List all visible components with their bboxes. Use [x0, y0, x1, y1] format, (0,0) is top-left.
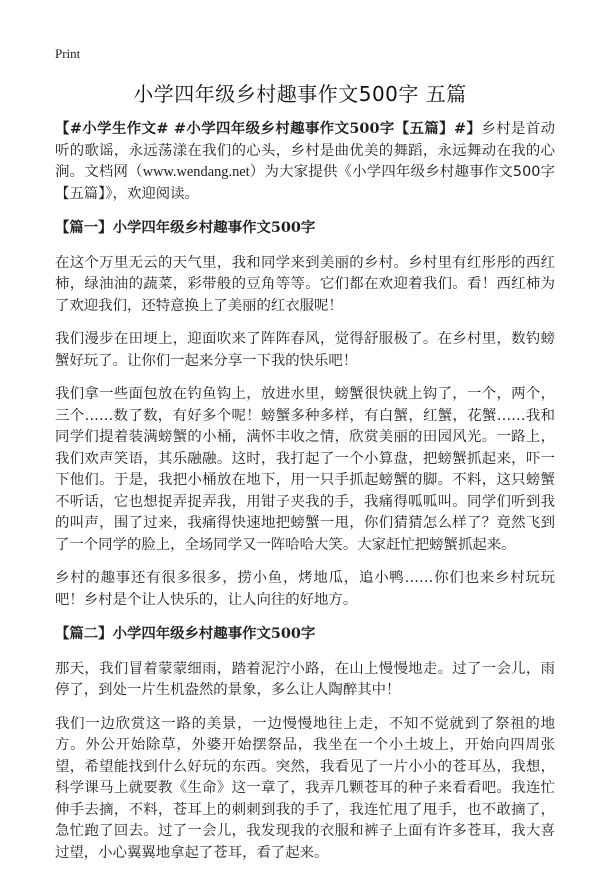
document-body — [55, 118, 555, 876]
paragraph: 我们一边欣赏这一路的美景，一边慢慢地往上走，不知不觉就到了祭祖的地方。外公开始除草，外婆开始摆祭品，我坐在一个小土坡上，开始向四周张望，希望能找到什么好玩的东西。突然，我看见了一片小小的苍耳丛，我想，科学课马上就要教《生命》这一章了，我弄几颗苍耳的种子来看看吧。我连忙伸手去摘，不料，苍耳上的刺刺到我的手了，我连忙甩了甩手，也不敢摘了，急忙跑了回去。过了一会儿，我发现我的衣服和裤子上面有许多苍耳，我大喜过望，小心翼翼地拿起了苍耳，看了起来。 — [55, 715, 555, 861]
intro-paragraph — [55, 118, 555, 205]
paragraph: 我们漫步在田埂上，迎面吹来了阵阵春风，觉得舒服极了。在乡村里，数钓螃蟹好玩了。让你们一起来分享一下我的快乐吧！ — [55, 331, 555, 369]
site-url: www.wendang.net — [142, 164, 250, 180]
intro-text: 乡村是首动听的歌谣，永远荡漾在我们的心头，乡村是曲优美的舞蹈，永远舞动在我的心涧。文档网（ — [55, 121, 555, 180]
paragraph: 那天，我们冒着蒙蒙细雨，踏着泥泞小路，在山上慢慢地走。过了一会儿，雨停了，到处一片生机盎然的景象，多么让人陶醉其中！ — [55, 660, 555, 698]
paragraph: 乡村的趣事还有很多很多，捞小鱼，烤地瓜，追小鸭……你们也来乡村玩玩吧！乡村是个让人快乐的，让人向往的好地方。 — [55, 570, 555, 608]
paragraph: 在这个万里无云的天气里，我和同学来到美丽的乡村。乡村里有红彤彤的西红柿，绿油油的蔬菜，彩带般的豆角等等。它们都在欢迎着我们。看！西红柿为了欢迎我们，还特意换上了美丽的红衣服呢！ — [55, 254, 555, 314]
intro-tag-lead: 【#小学生作文# #小学四年级乡村趣事作文500字【五篇】#】 — [55, 120, 482, 137]
document-title: 小学四年级乡村趣事作文500字 五篇 — [133, 82, 467, 106]
intro-text-end: ）为大家提供《小学四年级乡村趣事作文500字【五篇】》，欢迎阅读。 — [55, 164, 555, 202]
paragraph: 我们拿一些面包放在钓鱼钩上，放进水里，螃蟹很快就上钩了，一个，两个，三个……数了数，有好多个呢！螃蟹多种多样，有白蟹，红蟹，花蟹……我和同学们提着装满螃蟹的小桶，满怀丰收之情，欣赏美丽的田园风光。一路上，我们欢声笑语，其乐融融。这时，我打起了一个小算盘，把螃蟹抓起来，吓一下他们。于是，我把小桶放在地下，用一只手抓起螃蟹的脚。不料，这只螃蟹不听话，它也想捉弄捉弄我，用钳子夹我的手，我痛得呱呱叫。同学们听到我的叫声，围了过来，我痛得快速地把螃蟹一甩，你们猜猜怎么样了？竟然飞到了一个同学的脸上，全场同学又一阵哈哈大笑。大家赶忙把螃蟹抓起来。 — [55, 386, 555, 553]
print-link[interactable]: Print — [55, 46, 81, 61]
section-heading-2: 【篇二】小学四年级乡村趣事作文500字 — [55, 625, 316, 642]
section-heading-1: 【篇一】小学四年级乡村趣事作文500字 — [55, 219, 316, 236]
